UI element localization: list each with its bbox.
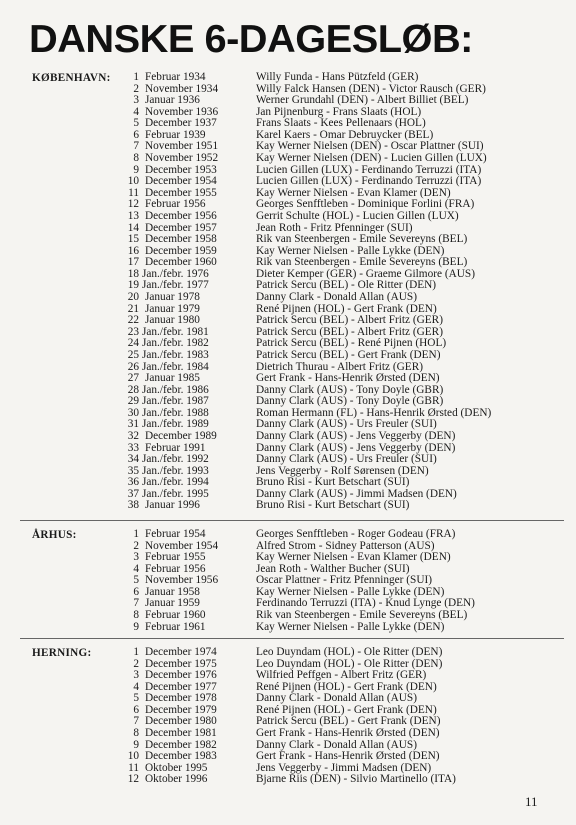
winners: René Pijnen (HOL) - Gert Frank (DEN)	[256, 703, 437, 716]
race-number: 24	[127, 337, 139, 350]
winners: Oscar Plattner - Fritz Pfenninger (SUI)	[256, 574, 432, 587]
race-number: 21	[127, 302, 139, 315]
page-number: 11	[525, 794, 538, 809]
table-row	[0, 396, 576, 408]
race-date: December 1954	[145, 175, 217, 188]
race-number: 5	[133, 692, 139, 705]
race-number: 11	[128, 186, 139, 199]
section-divider	[20, 638, 564, 639]
winners: Patrick Sercu (BEL) - Albert Fritz (GER)	[256, 325, 443, 338]
race-number: 10	[127, 175, 139, 188]
race-date: Jan./febr. 1994	[142, 476, 209, 489]
winners: Dieter Kemper (GER) - Graeme Gilmore (AUS)	[256, 267, 475, 280]
table-row	[0, 72, 576, 84]
table-row	[0, 622, 576, 634]
winners: Patrick Sercu (BEL) - Gert Frank (DEN)	[256, 348, 441, 361]
winners: Kay Werner Nielsen (DEN) - Lucien Gillen (LUX)	[256, 152, 487, 165]
race-number: 16	[127, 244, 139, 257]
winners: Lucien Gillen (LUX) - Ferdinando Terruzzi (ITA)	[256, 175, 482, 188]
race-date: December 1958	[145, 233, 217, 246]
race-date: November 1951	[145, 140, 219, 153]
race-number: 12	[127, 198, 139, 211]
race-date: December 1974	[145, 646, 217, 658]
race-number: 11	[128, 761, 139, 774]
section-divider	[20, 520, 564, 521]
race-number: 35	[127, 464, 139, 477]
winners: René Pijnen (HOL) - Gert Frank (DEN)	[256, 302, 437, 315]
table-row	[0, 315, 576, 327]
winners: Gert Frank - Hans-Henrik Ørsted (DEN)	[256, 372, 440, 385]
race-number: 15	[127, 233, 139, 246]
winners: Bruno Risi - Kurt Betschart (SUI)	[256, 476, 410, 489]
race-date: Februar 1991	[145, 441, 206, 454]
table-row	[0, 454, 576, 466]
winners: Karel Kaers - Omar Debruycker (BEL)	[256, 128, 434, 141]
race-date: Jan./febr. 1987	[142, 395, 209, 408]
table-row	[0, 153, 576, 165]
race-number: 6	[133, 128, 139, 141]
race-number: 28	[127, 383, 139, 396]
race-number: 3	[133, 669, 139, 682]
race-date: Jan./febr. 1984	[142, 360, 209, 373]
race-date: Februar 1955	[145, 551, 206, 564]
race-number: 6	[133, 703, 139, 716]
race-date: December 1977	[145, 680, 217, 693]
table-row	[0, 500, 576, 512]
winners: Jens Veggerby - Jimmi Madsen (DEN)	[256, 761, 432, 774]
city-heading: KØBENHAVN:	[32, 72, 111, 84]
winners: Georges Senfftleben - Roger Godeau (FRA)	[256, 528, 456, 540]
table-row	[0, 529, 576, 541]
race-number: 27	[127, 372, 139, 385]
race-date: December 1957	[145, 221, 217, 234]
race-number: 1	[133, 646, 139, 658]
winners: Willy Falck Hansen (DEN) - Victor Rausch (GER)	[256, 82, 486, 95]
race-date: Jan./febr. 1986	[142, 383, 209, 396]
race-number: 5	[133, 574, 139, 587]
race-number: 9	[133, 620, 139, 633]
race-number: 8	[133, 152, 139, 165]
winners: Kay Werner Nielsen - Evan Klamer (DEN)	[256, 551, 451, 564]
table-row	[0, 670, 576, 682]
table-row	[0, 610, 576, 622]
race-date: Jan./febr. 1995	[142, 487, 209, 500]
table-row	[0, 176, 576, 188]
race-number: 33	[127, 441, 139, 454]
race-date: Jan./febr. 1992	[142, 453, 209, 466]
race-number: 37	[127, 487, 139, 500]
winners: Leo Duyndam (HOL) - Ole Ritter (DEN)	[256, 646, 443, 658]
table-row	[0, 728, 576, 740]
race-date: Januar 1979	[145, 302, 200, 315]
table-row	[0, 292, 576, 304]
race-date: Oktober 1996	[145, 773, 208, 786]
race-number: 32	[127, 429, 139, 442]
race-date: December 1978	[145, 692, 217, 705]
race-date: December 1976	[145, 669, 217, 682]
winners: Danny Clark (AUS) - Jimmi Madsen (DEN)	[256, 487, 457, 500]
race-date: Jan./febr. 1989	[142, 418, 209, 431]
race-date: Februar 1939	[145, 128, 206, 141]
race-number: 22	[127, 314, 139, 327]
race-date: Februar 1956	[145, 198, 206, 211]
race-number: 8	[133, 727, 139, 740]
city-heading: ÅRHUS:	[32, 529, 77, 541]
winners: Patrick Sercu (BEL) - Gert Frank (DEN)	[256, 715, 441, 728]
winners: Rik van Steenbergen - Emile Severeyns (BEL)	[256, 256, 468, 269]
race-date: Jan./febr. 1981	[142, 325, 209, 338]
race-number: 31	[127, 418, 139, 431]
race-number: 10	[127, 750, 139, 763]
race-date: November 1936	[145, 105, 219, 118]
race-date: Januar 1959	[145, 597, 200, 610]
race-date: December 1960	[145, 256, 217, 269]
race-date: Januar 1978	[145, 291, 200, 304]
race-date: December 1975	[145, 657, 217, 670]
race-number: 2	[133, 82, 139, 95]
winners: Rik van Steenbergen - Emile Severeyns (BEL)	[256, 233, 468, 246]
winners: Patrick Sercu (BEL) - René Pijnen (HOL)	[256, 337, 447, 350]
race-number: 20	[127, 291, 139, 304]
race-date: Januar 1980	[145, 314, 200, 327]
race-date: Jan./febr. 1976	[142, 267, 209, 280]
race-number: 34	[127, 453, 139, 466]
winners: Bruno Risi - Kurt Betschart (SUI)	[256, 499, 410, 512]
race-date: Februar 1960	[145, 609, 206, 622]
table-row	[0, 552, 576, 564]
race-number: 9	[133, 163, 139, 176]
table-row	[0, 234, 576, 246]
race-date: December 1953	[145, 163, 217, 176]
race-date: December 1980	[145, 715, 217, 728]
table-row	[0, 95, 576, 107]
winners: Patrick Sercu (BEL) - Ole Ritter (DEN)	[256, 279, 437, 292]
race-number: 19	[127, 279, 139, 292]
race-date: December 1983	[145, 750, 217, 763]
race-number: 9	[133, 738, 139, 751]
race-date: November 1934	[145, 82, 219, 95]
winners: Gerrit Schulte (HOL) - Lucien Gillen (LUX)	[256, 209, 459, 222]
race-date: Februar 1956	[145, 562, 206, 575]
winners: Danny Clark - Donald Allan (AUS)	[256, 692, 417, 705]
winners: Patrick Sercu (BEL) - Albert Fritz (GER)	[256, 314, 443, 327]
race-date: Jan./febr. 1977	[142, 279, 209, 292]
race-number: 7	[133, 597, 139, 610]
race-number: 8	[133, 609, 139, 622]
winners: Alfred Strom - Sidney Patterson (AUS)	[256, 539, 435, 552]
race-number: 26	[127, 360, 139, 373]
race-date: December 1959	[145, 244, 217, 257]
winners: Danny Clark (AUS) - Urs Freuler (SUI)	[256, 453, 437, 466]
table-row	[0, 647, 576, 659]
winners: Jean Roth - Fritz Pfenninger (SUI)	[256, 221, 413, 234]
winners: Gert Frank - Hans-Henrik Ørsted (DEN)	[256, 727, 440, 740]
race-date: Januar 1936	[145, 94, 200, 107]
winners: René Pijnen (HOL) - Gert Frank (DEN)	[256, 680, 437, 693]
winners: Danny Clark (AUS) - Jens Veggerby (DEN)	[256, 441, 456, 454]
race-date: December 1979	[145, 703, 217, 716]
winners: Rik van Steenbergen - Emile Severeyns (BEL)	[256, 609, 468, 622]
race-number: 17	[127, 256, 139, 269]
race-number: 13	[127, 209, 139, 222]
race-date: Januar 1996	[145, 499, 200, 512]
race-number: 3	[133, 94, 139, 107]
race-number: 30	[127, 406, 139, 419]
race-number: 4	[133, 680, 139, 693]
race-date: Februar 1954	[145, 528, 206, 540]
winners: Jan Pijnenburg - Frans Slaats (HOL)	[256, 105, 422, 118]
winners: Ferdinando Terruzzi (ITA) - Knud Lynge (DEN)	[256, 597, 475, 610]
table-row	[0, 431, 576, 443]
race-number: 18	[127, 267, 139, 280]
winners: Gert Frank - Hans-Henrik Ørsted (DEN)	[256, 750, 440, 763]
race-number: 1	[133, 528, 139, 540]
race-number: 12	[127, 773, 139, 786]
winners: Danny Clark (AUS) - Tony Doyle (GBR)	[256, 383, 444, 396]
table-row	[0, 350, 576, 362]
race-number: 14	[127, 221, 139, 234]
race-date: Jan./febr. 1982	[142, 337, 209, 350]
race-date: Februar 1961	[145, 620, 206, 633]
winners: Danny Clark - Donald Allan (AUS)	[256, 738, 417, 751]
race-date: December 1955	[145, 186, 217, 199]
race-number: 4	[133, 562, 139, 575]
race-number: 2	[133, 657, 139, 670]
race-number: 6	[133, 585, 139, 598]
race-date: December 1937	[145, 117, 217, 130]
winners: Lucien Gillen (LUX) - Ferdinando Terruzzi (ITA)	[256, 163, 482, 176]
race-date: November 1954	[145, 539, 219, 552]
race-date: Jan./febr. 1988	[142, 406, 209, 419]
winners: Leo Duyndam (HOL) - Ole Ritter (DEN)	[256, 657, 443, 670]
winners: Kay Werner Nielsen (DEN) - Oscar Plattner (SUI)	[256, 140, 484, 153]
winners: Roman Hermann (FL) - Hans-Henrik Ørsted (DEN)	[256, 406, 492, 419]
winners: Kay Werner Nielsen - Palle Lykke (DEN)	[256, 244, 445, 257]
race-number: 3	[133, 551, 139, 564]
winners: Dietrich Thurau - Albert Fritz (GER)	[256, 360, 424, 373]
race-date: November 1952	[145, 152, 219, 165]
winners: Kay Werner Nielsen - Palle Lykke (DEN)	[256, 620, 445, 633]
race-number: 36	[127, 476, 139, 489]
winners: Georges Senfftleben - Dominique Forlini (FRA)	[256, 198, 475, 211]
race-number: 1	[133, 71, 139, 83]
race-number: 4	[133, 105, 139, 118]
winners: Frans Slaats - Kees Pellenaars (HOL)	[256, 117, 426, 130]
winners: Wilfried Peffgen - Albert Fritz (GER)	[256, 669, 427, 682]
race-number: 38	[127, 499, 139, 512]
winners: Bjarne Riis (DEN) - Silvio Martinello (ITA)	[256, 773, 456, 786]
race-date: December 1956	[145, 209, 217, 222]
race-date: December 1989	[145, 429, 217, 442]
winners: Kay Werner Nielsen - Evan Klamer (DEN)	[256, 186, 451, 199]
race-number: 7	[133, 715, 139, 728]
race-number: 2	[133, 539, 139, 552]
race-date: Jan./febr. 1983	[142, 348, 209, 361]
race-date: November 1956	[145, 574, 219, 587]
race-number: 5	[133, 117, 139, 130]
page-title: DANSKE 6-DAGESLØB:	[29, 18, 473, 61]
race-date: Jan./febr. 1993	[142, 464, 209, 477]
race-number: 29	[127, 395, 139, 408]
race-date: Februar 1934	[145, 71, 206, 83]
winners: Danny Clark - Donald Allan (AUS)	[256, 291, 417, 304]
table-row	[0, 373, 576, 385]
city-heading: HERNING:	[32, 647, 92, 659]
race-date: Januar 1958	[145, 585, 200, 598]
race-number: 23	[127, 325, 139, 338]
table-row	[0, 751, 576, 763]
table-row	[0, 774, 576, 786]
winners: Willy Funda - Hans Pützfeld (GER)	[256, 71, 419, 83]
race-date: December 1981	[145, 727, 217, 740]
winners: Werner Grundahl (DEN) - Albert Billiet (BEL)	[256, 94, 469, 107]
table-row	[0, 211, 576, 223]
race-number: 7	[133, 140, 139, 153]
race-number: 25	[127, 348, 139, 361]
winners: Danny Clark (AUS) - Jens Veggerby (DEN)	[256, 429, 456, 442]
winners: Danny Clark (AUS) - Urs Freuler (SUI)	[256, 418, 437, 431]
winners: Jean Roth - Walther Bucher (SUI)	[256, 562, 410, 575]
winners: Jens Veggerby - Rolf Sørensen (DEN)	[256, 464, 429, 477]
winners: Danny Clark (AUS) - Tony Doyle (GBR)	[256, 395, 444, 408]
race-date: Januar 1985	[145, 372, 200, 385]
race-date: Oktober 1995	[145, 761, 208, 774]
race-date: December 1982	[145, 738, 217, 751]
winners: Kay Werner Nielsen - Palle Lykke (DEN)	[256, 585, 445, 598]
